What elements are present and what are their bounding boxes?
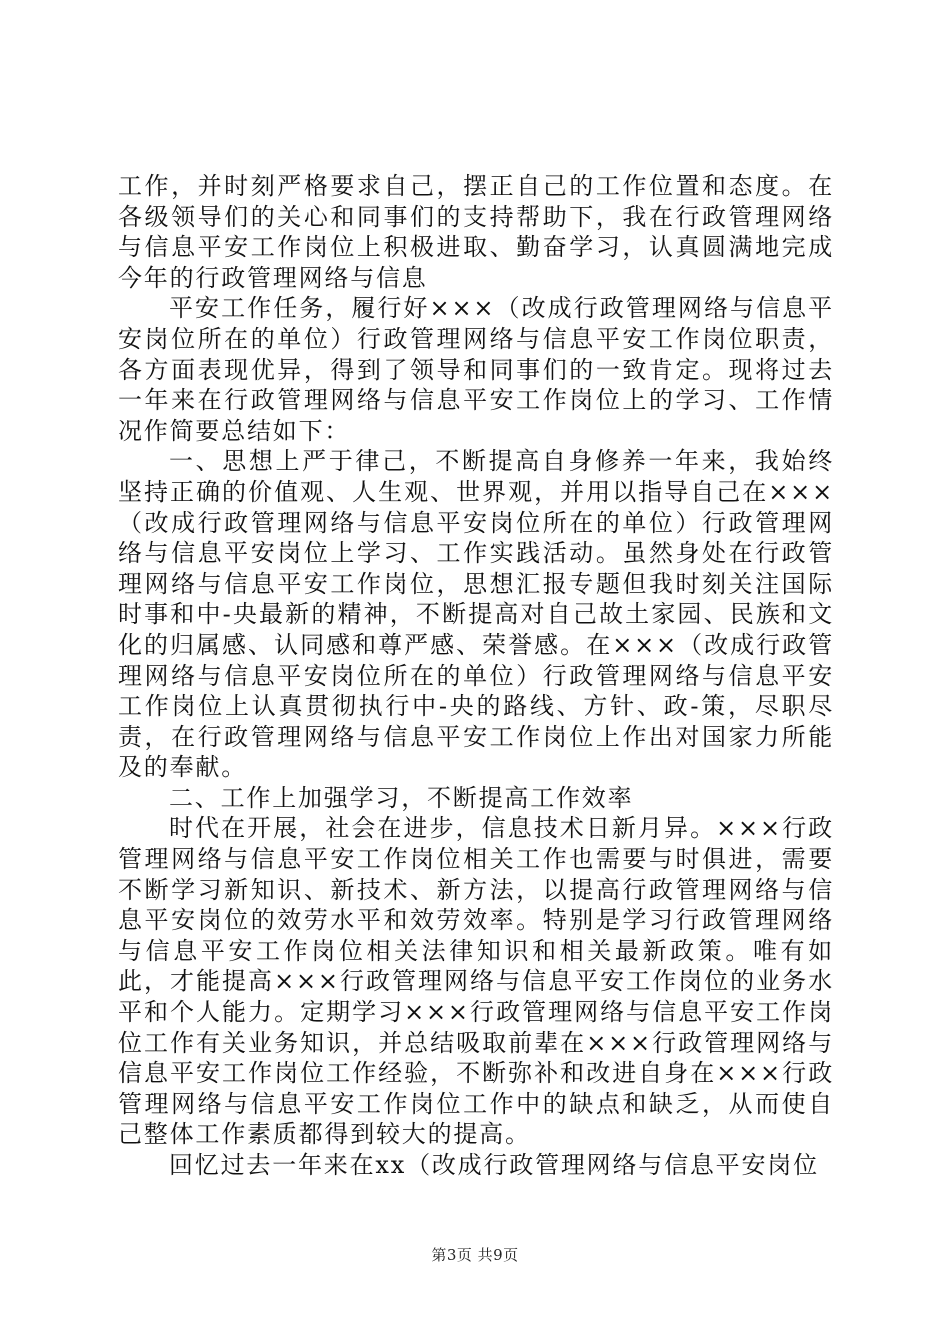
paragraph-task-summary: 平安工作任务，履行好×××（改成行政管理网络与信息平安岗位所在的单位）行政管理网络与信息平安工作岗位职责，各方面表现优异，得到了领导和同事们的一致肯定。现将过去一年来在行政管理网络与信息平安工作岗位上的学习、工作情况作简要总结如下： [118, 294, 834, 445]
page-number-footer: 第3页 共9页 [431, 1246, 519, 1264]
paragraph-review: 回忆过去一年来在xx（改成行政管理网络与信息平安岗位 [169, 1151, 819, 1179]
section-heading-two: 二、工作上加强学习，不断提高工作效率 [169, 783, 634, 812]
document-body [118, 171, 834, 1181]
paragraph-section-two: 时代在开展，社会在进步，信息技术日新月异。×××行政管理网络与信息平安工作岗位相关工作也需要与时俱进，需要不断学习新知识、新技术、新方法，以提高行政管理网络与信息平安岗位的效劳水平和效劳效率。特别是学习行政管理网络与信息平安工作岗位相关法律知识和相关最新政策。唯有如此，才能提高×××行政管理网络与信息平安工作岗位的业务水平和个人能力。定期学习×××行政管理网络与信息平安工作岗位工作有关业务知识，并总结吸取前辈在×××行政管理网络与信息平安工作岗位工作经验，不断弥补和改进自身在×××行政管理网络与信息平安工作岗位工作中的缺点和缺乏，从而使自己整体工作素质都得到较大的提高。 [118, 814, 834, 1149]
paragraph-continuation: 工作，并时刻严格要求自己，摆正自己的工作位置和态度。在各级领导们的关心和同事们的支持帮助下，我在行政管理网络与信息平安工作岗位上积极进取、勤奋学习，认真圆满地完成今年的行政管理网络与信息 [118, 172, 834, 292]
paragraph-section-one: 一、思想上严于律己，不断提高自身修养一年来，我始终坚持正确的价值观、人生观、世界观，并用以指导自己在×××（改成行政管理网络与信息平安岗位所在的单位）行政管理网络与信息平安岗位上学习、工作实践活动。虽然身处在行政管理网络与信息平安工作岗位，思想汇报专题但我时刻关注国际时事和中-央最新的精神，不断提高对自己故土家园、民族和文化的归属感、认同感和尊严感、荣誉感。在×××（改成行政管理网络与信息平安岗位所在的单位）行政管理网络与信息平安工作岗位上认真贯彻执行中-央的路线、方针、政-策，尽职尽责，在行政管理网络与信息平安工作岗位上作出对国家力所能及的奉献。 [118, 447, 834, 782]
